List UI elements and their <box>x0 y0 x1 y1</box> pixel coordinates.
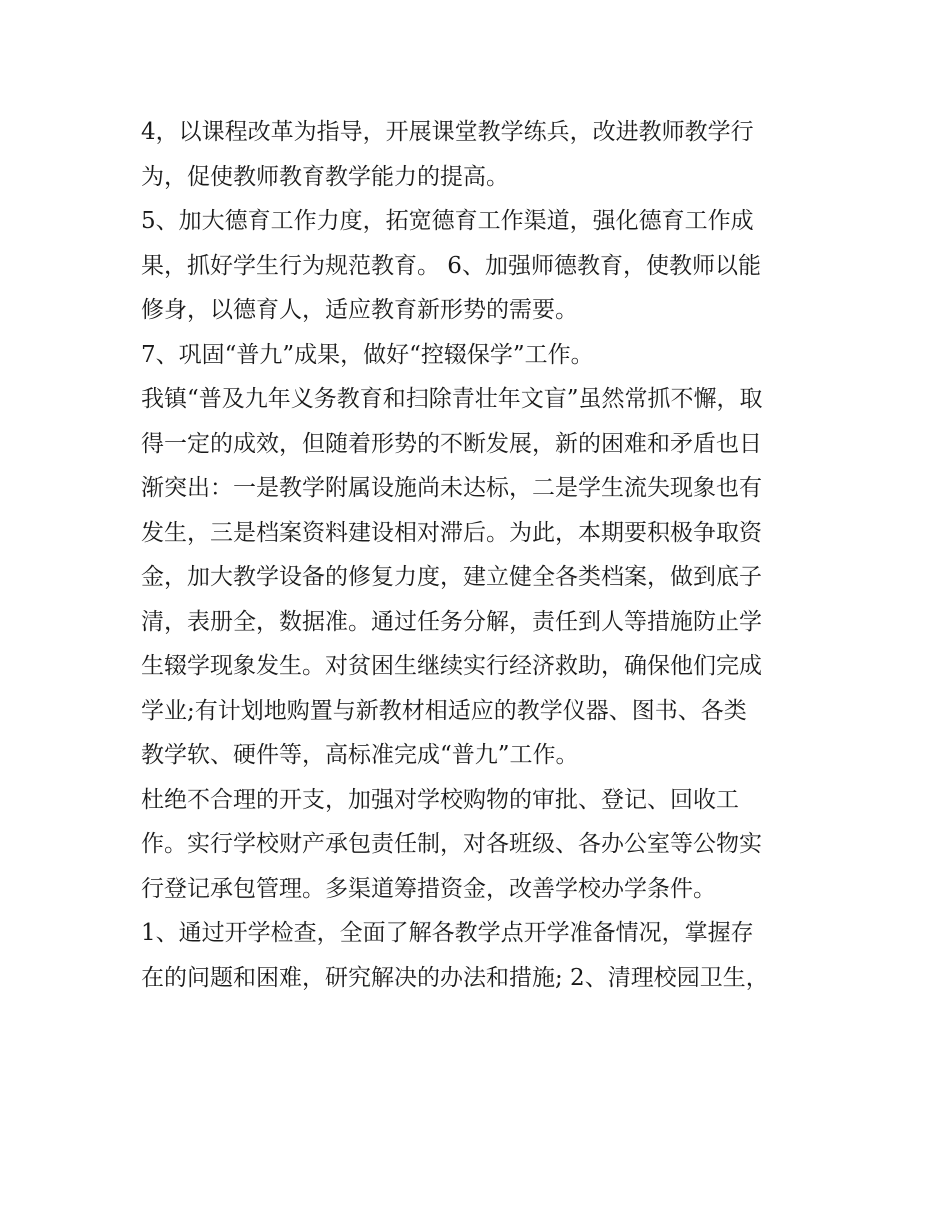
paragraph-school-opening: 1、通过开学检查，全面了解各教学点开学准备情况，掌握存 在的问题和困难，研究解决的办法和措施; 2、清理校园卫生， <box>141 920 769 991</box>
paragraph-items-5-6: 5、加大德育工作力度，拓宽德育工作渠道，强化德育工作成 果，抓好学生行为规范教育。 6、加强师德教育，使教师以能 修身，以德育人，适应教育新形势的需要。 <box>141 208 761 323</box>
paragraph-item-7: 7、巩固“普九”成果，做好“控辍保学”工作。 <box>141 341 594 368</box>
paragraph-item-4: 4，以课程改革为指导，开展课堂教学练兵，改进教师教学行 为，促使教师教育教学能力的提高。 <box>141 119 754 190</box>
paragraph-finance: 杜绝不合理的开支，加强对学校购物的审批、登记、回收工 作。实行学校财产承包责任制，对各班级、各办公室等公物实 行登记承包管理。多渠道筹措资金，改善学校办学条件。 <box>141 786 762 902</box>
paragraph-puji-detail: 我镇“普及九年义务教育和扫除青壮年文盲”虽然常抓不懈，取 得一定的成效，但随着形势的不断发展，新的困难和矛盾也日 渐突出：一是教学附属设施尚未达标，二是学生流失现象也有 发生，三是档案资料建设相对滞后。为此，本期要积极争取资 金，加大教学设备的修复力度，建立健全各类档案，做到底子 清，表册全，数据准。通过任务分解，责任到人等措施防止学 生辍学现象发生。对贫困生继续实行经济救助，确保他们完成 学业;有计划地购置与新教材相适应的教学仪器、图书、各类 教学软、硬件等，高标准完成“普九”工作。 <box>141 386 763 768</box>
document-body <box>141 110 821 1000</box>
